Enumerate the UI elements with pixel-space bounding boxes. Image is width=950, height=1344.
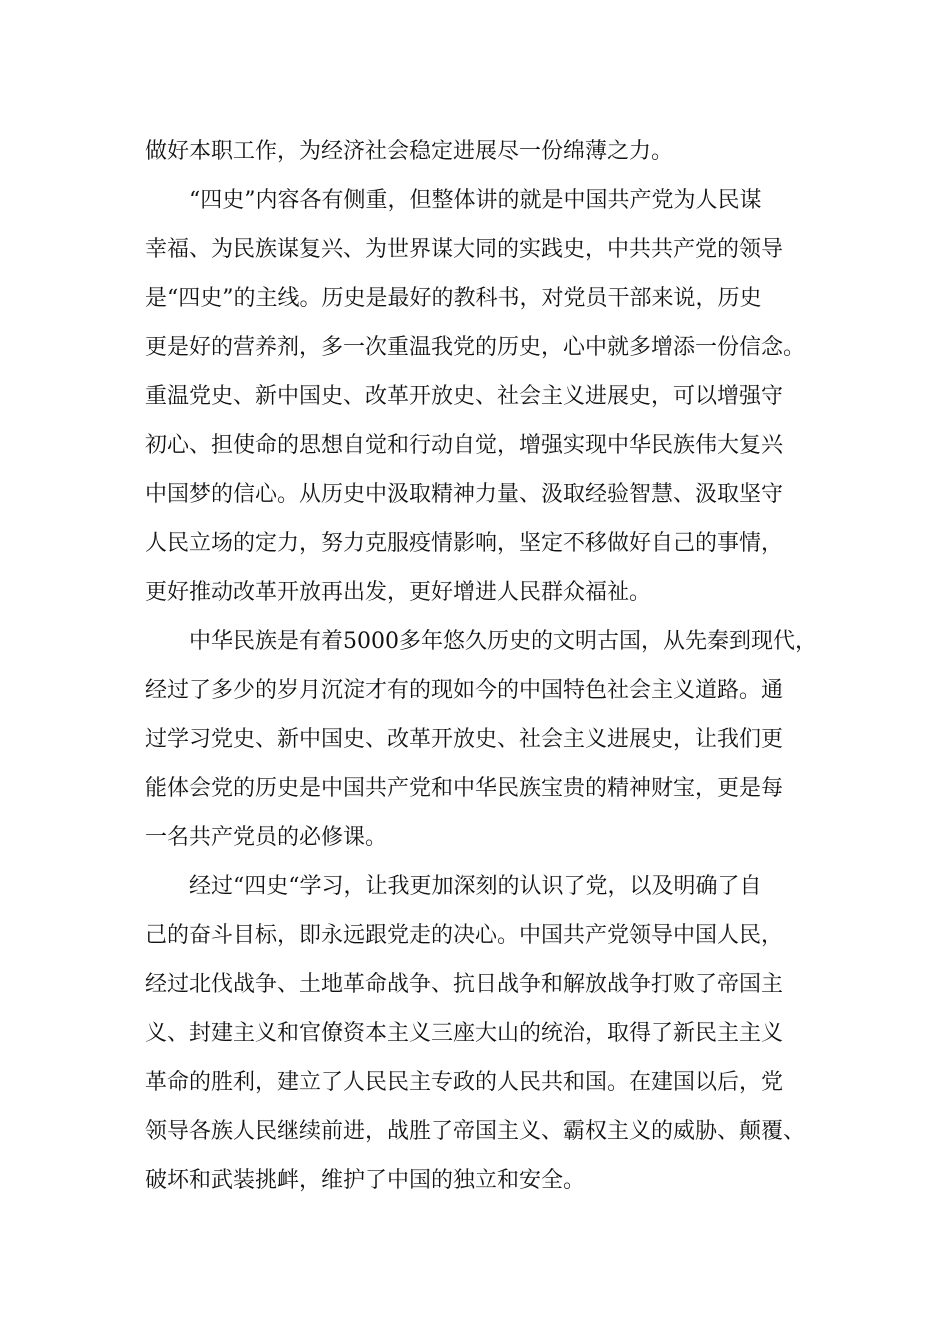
text-line: 更好推动改革开放再出发，更好增进人民群众福祉。 [145, 580, 652, 605]
text-line: 过学习党史、新中国史、改革开放史、社会主义进展史，让我们更 [145, 727, 784, 752]
paragraph-first-line: 中华民族是有着5000多年悠久历史的文明古国，从先秦到现代， [189, 629, 817, 654]
body-text [145, 127, 825, 1205]
text-line: 中国梦的信心。从历史中汲取精神力量、汲取经验智慧、汲取坚守 [145, 482, 784, 507]
text-line: 义、封建主义和官僚资本主义三座大山的统治，取得了新民主主义 [145, 1021, 784, 1046]
text-line: 人民立场的定力，努力克服疫情影响，坚定不移做好自己的事情， [145, 531, 784, 556]
paragraph-first-line: “四史”内容各有侧重，但整体讲的就是中国共产党为人民谋 [189, 188, 762, 213]
text-line: 破坏和武装挑衅，维护了中国的独立和安全。 [145, 1168, 586, 1193]
text-line: 经过了多少的岁月沉淀才有的现如今的中国特色社会主义道路。通 [145, 678, 784, 703]
text-line: 初心、担使命的思想自觉和行动自觉，增强实现中华民族伟大复兴 [145, 433, 784, 458]
text-line: 能体会党的历史是中国共产党和中华民族宝贵的精神财宝，更是每 [145, 776, 784, 801]
text-line: 幸福、为民族谋复兴、为世界谋大同的实践史，中共共产党的领导 [145, 237, 784, 262]
text-line: 一名共产党员的必修课。 [145, 825, 388, 850]
text-line: 更是好的营养剂，多一次重温我党的历史，心中就多增添一份信念。 [145, 335, 806, 360]
text-line: 重温党史、新中国史、改革开放史、社会主义进展史，可以增强守 [145, 384, 784, 409]
text-line: 是“四史”的主线。历史是最好的教科书，对党员干部来说，历史 [145, 286, 762, 311]
paragraph-first-line: 经过“四史“学习，让我更加深刻的认识了党，以及明确了自 [189, 874, 762, 899]
text-line: 做好本职工作，为经济社会稳定进展尽一份绵薄之力。 [145, 139, 674, 164]
text-line: 经过北伐战争、土地革命战争、抗日战争和解放战争打败了帝国主 [145, 972, 784, 997]
text-line: 己的奋斗目标，即永远跟党走的决心。中国共产党领导中国人民， [145, 923, 784, 948]
text-line: 革命的胜利，建立了人民民主专政的人民共和国。在建国以后，党 [145, 1070, 784, 1095]
text-line: 领导各族人民继续前进，战胜了帝国主义、霸权主义的威胁、颠覆、 [145, 1119, 806, 1144]
